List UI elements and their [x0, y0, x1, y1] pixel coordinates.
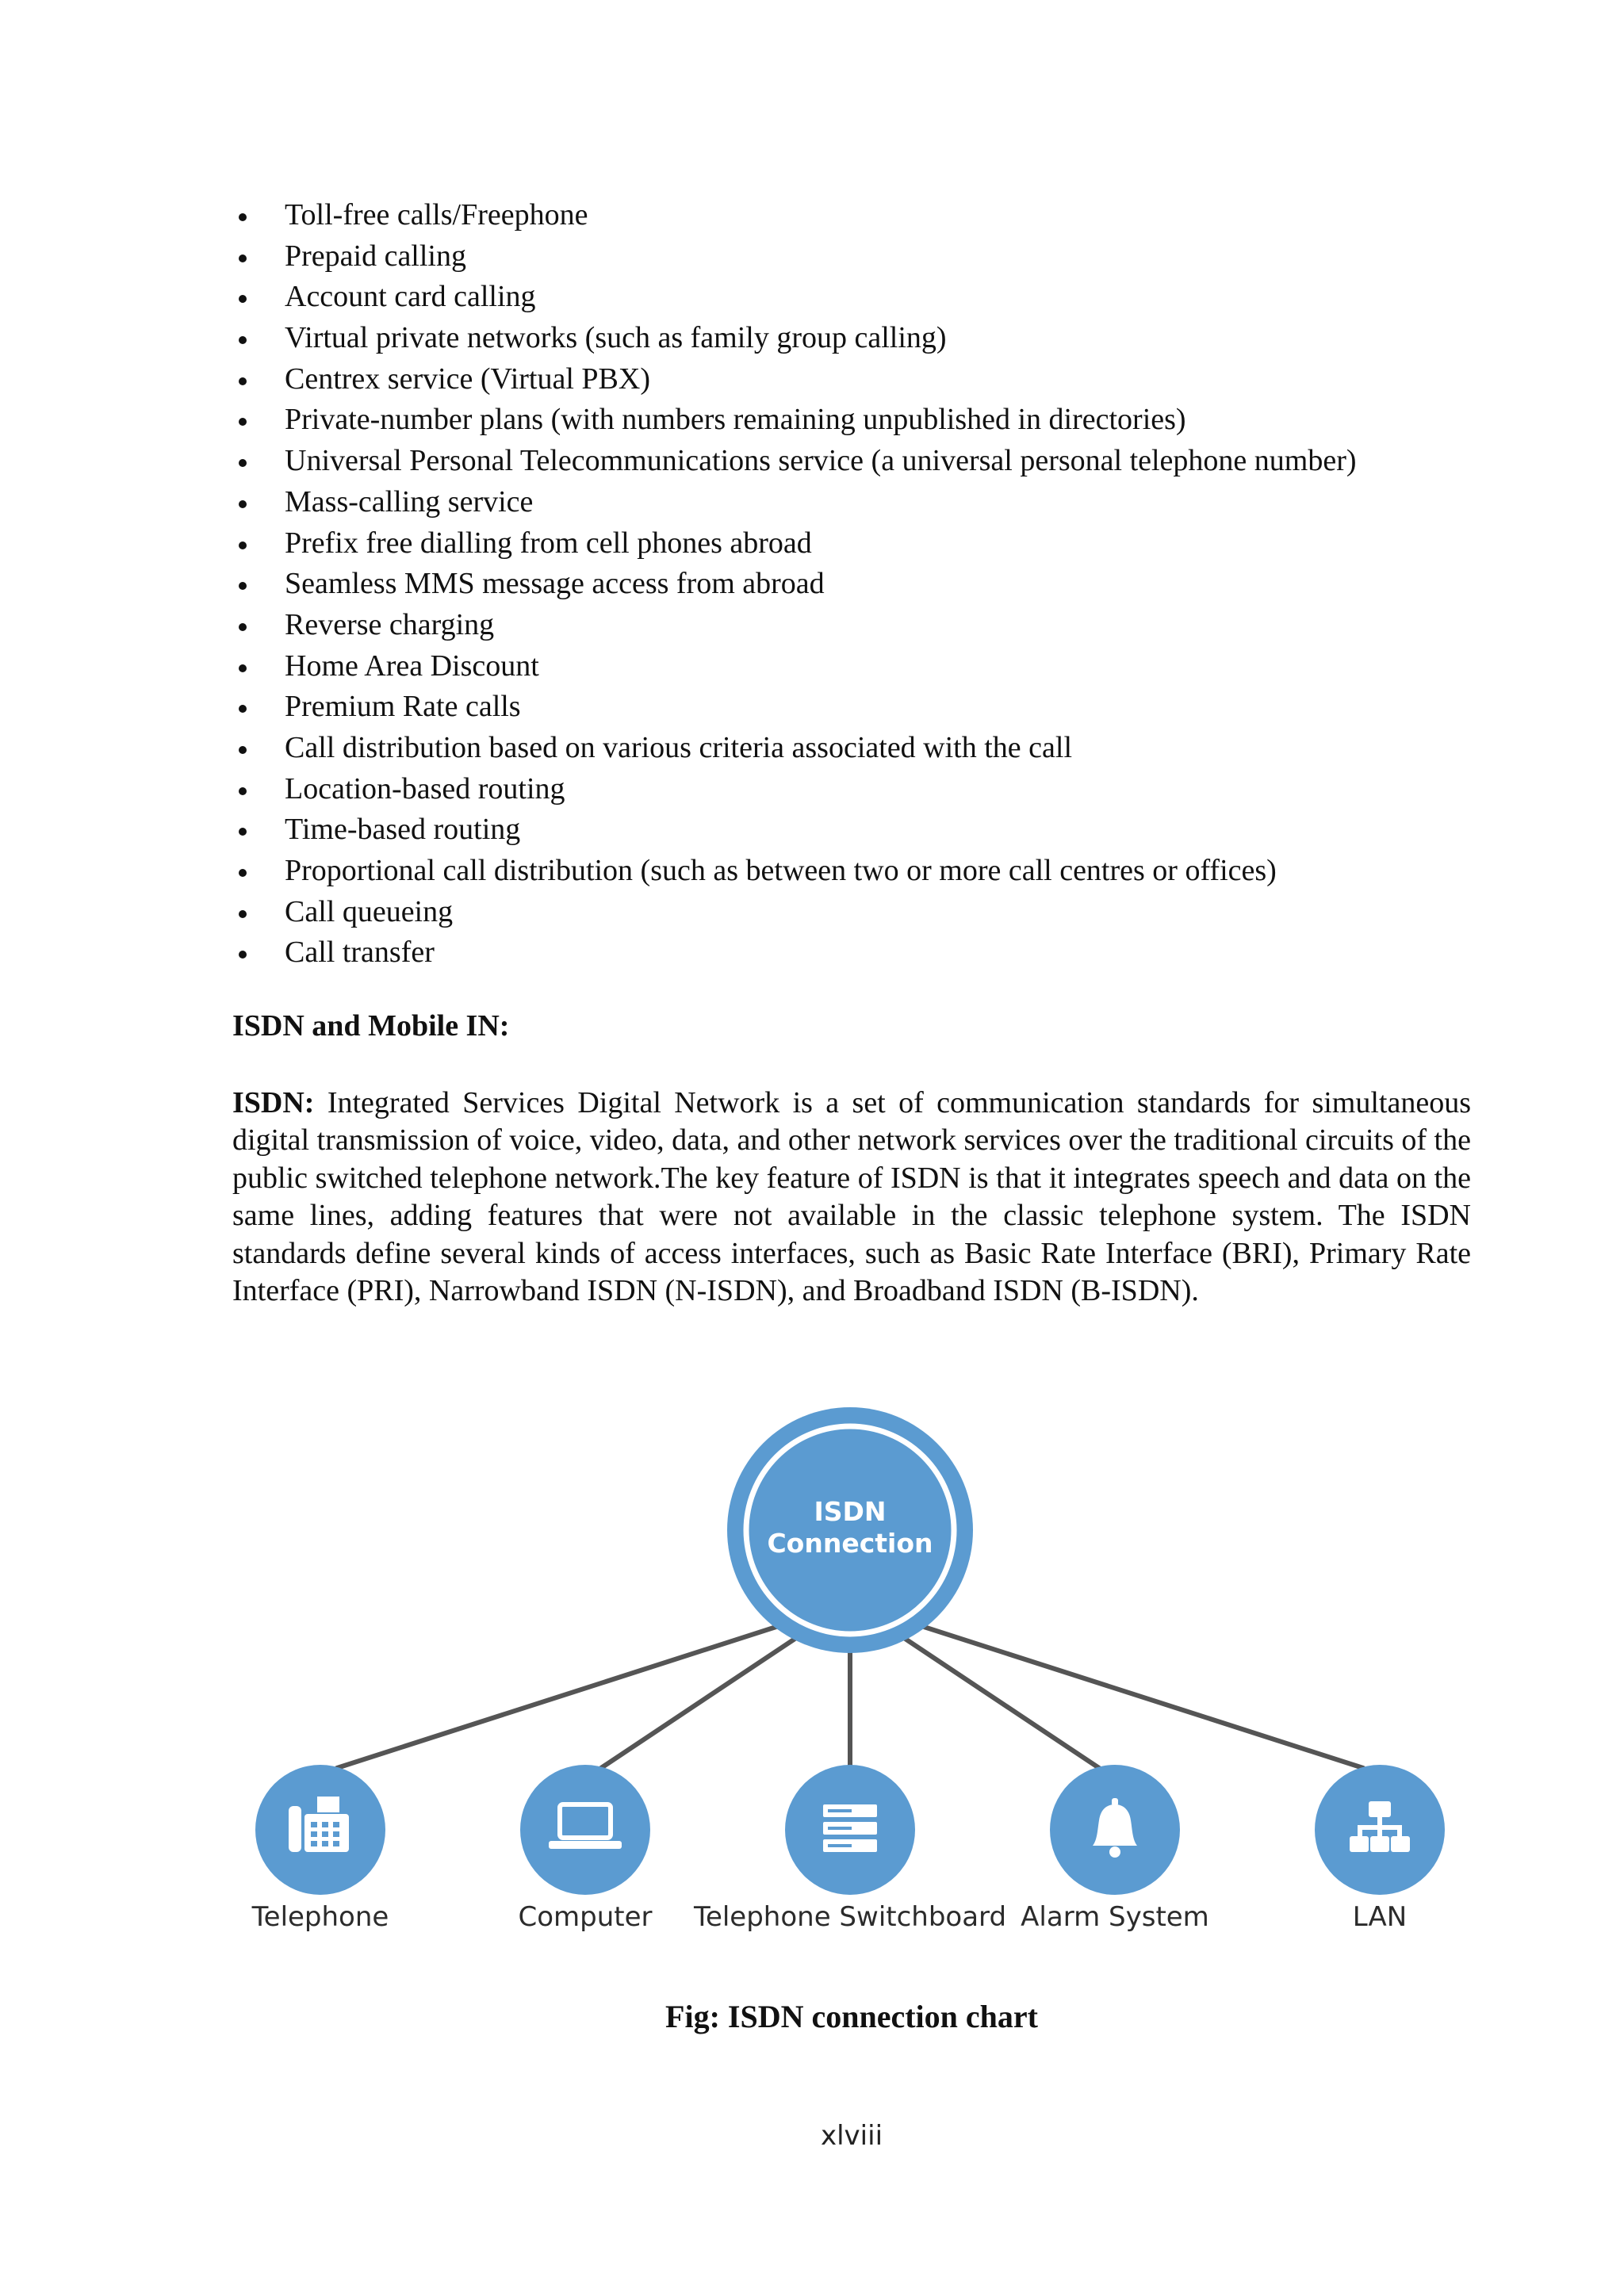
list-item: Prefix free dialling from cell phones abroad [232, 523, 1501, 564]
diagram-graphics [0, 1395, 1624, 1950]
bullet-icon [239, 910, 247, 918]
list-item: Premium Rate calls [232, 687, 1501, 728]
page-number: xlviii [820, 2120, 883, 2152]
isdn-connection-diagram [0, 1395, 1624, 1950]
connector-line-telephone [337, 1625, 781, 1768]
list-item: Private-number plans (with numbers remaining unpublished in directories) [232, 400, 1501, 441]
list-item: Seamless MMS message access from abroad [232, 564, 1501, 605]
bullet-icon [239, 951, 247, 959]
bullet-icon [239, 295, 247, 303]
bullet-icon [239, 623, 247, 631]
paragraph-lead: ISDN: [232, 1086, 315, 1119]
connector-line-alarm [899, 1635, 1099, 1768]
list-item: Toll-free calls/Freephone [232, 195, 1501, 236]
figure-caption: Fig: ISDN connection chart [665, 1999, 1038, 2034]
bullet-icon [239, 541, 247, 549]
list-item: Time-based routing [232, 809, 1501, 851]
bullet-icon [239, 828, 247, 836]
switchboard-label: Telephone Switchboard [693, 1901, 1007, 1933]
paragraph-text: Integrated Services Digital Network is a set of communication standards for simultaneous digital transmission of voice, video, data, and other network services over the traditional circuits of the public switched telephone network.The key feature of ISDN is that it integrates speech and data on the same lines, adding features that were not available in the classic telephone system. The ISDN standards define several kinds of access interfaces, such as Basic Rate Interface (BRI), Primary Rate Interface (PRI), Narrowband ISDN (N-ISDN), and Broadband ISDN (B-ISDN). [232, 1086, 1471, 1308]
connector-line-computer [601, 1635, 801, 1768]
list-item: Call transfer [232, 932, 1501, 974]
list-item: Call queueing [232, 892, 1501, 933]
bullet-icon [239, 336, 247, 344]
connector-line-lan [919, 1625, 1363, 1768]
bullet-icon [239, 705, 247, 713]
bullet-icon [239, 500, 247, 508]
list-item: Location-based routing [232, 769, 1501, 810]
lan-label: LAN [1352, 1901, 1408, 1933]
bullet-icon [239, 418, 247, 426]
alarm-system-label: Alarm System [1021, 1901, 1209, 1933]
server-icon [823, 1804, 877, 1852]
bullet-icon [239, 582, 247, 590]
bullet-icon [239, 787, 247, 795]
list-item: Prepaid calling [232, 236, 1501, 277]
feature-list [232, 195, 1501, 974]
bullet-icon [239, 254, 247, 262]
list-item: Centrex service (Virtual PBX) [232, 359, 1501, 400]
list-item: Mass-calling service [232, 482, 1501, 523]
bullet-icon [239, 213, 247, 221]
bullet-icon [239, 377, 247, 385]
bullet-icon [239, 869, 247, 877]
computer-label: Computer [518, 1901, 653, 1933]
list-item: Universal Personal Telecommunications service (a universal personal telephone number) [232, 441, 1501, 482]
list-item: Home Area Discount [232, 646, 1501, 687]
isdn-paragraph [232, 1085, 1471, 1310]
bullet-icon [239, 746, 247, 754]
bullet-icon [239, 459, 247, 467]
telephone-label: Telephone [251, 1901, 389, 1933]
bullet-icon [239, 664, 247, 672]
list-item: Reverse charging [232, 605, 1501, 646]
list-item: Virtual private networks (such as family group calling) [232, 318, 1501, 359]
hub-label: ISDN Connection [767, 1496, 933, 1559]
list-item: Call distribution based on various criteria associated with the call [232, 728, 1501, 769]
computer-node [520, 1765, 650, 1895]
list-item: Proportional call distribution (such as between two or more call centres or offices) [232, 851, 1501, 892]
list-item: Account card calling [232, 277, 1501, 318]
section-heading: ISDN and Mobile IN: [232, 1009, 510, 1043]
